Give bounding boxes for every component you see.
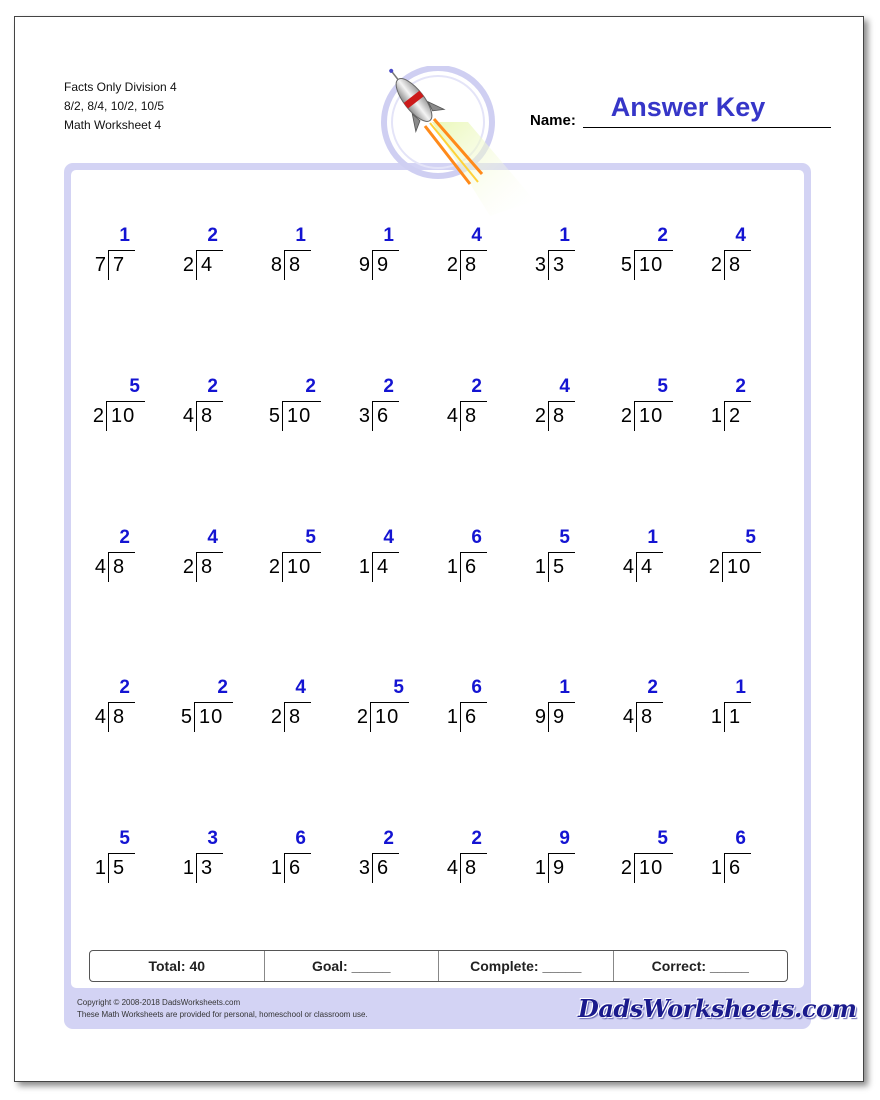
- division-problem: [438, 829, 528, 889]
- divisor: 2: [182, 556, 194, 578]
- dividend: 9: [553, 706, 566, 728]
- quotient-answer: 4: [471, 225, 482, 246]
- divisor: 1: [182, 857, 194, 879]
- dividend: 8: [289, 254, 302, 276]
- divisor: 3: [358, 857, 370, 879]
- dividend: 10: [375, 706, 400, 728]
- division-problem: [262, 226, 352, 286]
- dividend: 6: [289, 857, 302, 879]
- divisor: 1: [710, 405, 722, 427]
- dividend: 9: [553, 857, 566, 879]
- division-problem: [614, 226, 704, 286]
- quotient-answer: 1: [559, 225, 570, 246]
- divisor: 1: [710, 706, 722, 728]
- quotient-answer: 5: [305, 527, 316, 548]
- dividend: 10: [287, 405, 312, 427]
- division-problem: [174, 377, 264, 437]
- quotient-answer: 2: [471, 828, 482, 849]
- worksheet-title: Facts Only Division 4: [64, 80, 177, 94]
- division-problem: [438, 528, 528, 588]
- quotient-answer: 3: [207, 828, 218, 849]
- division-problem: [262, 678, 352, 738]
- copyright-notice: [77, 997, 368, 1021]
- dividend: 4: [201, 254, 214, 276]
- dividend: 1: [729, 706, 742, 728]
- quotient-answer: 2: [383, 376, 394, 397]
- quotient-answer: 1: [383, 225, 394, 246]
- quotient-answer: 5: [559, 527, 570, 548]
- quotient-answer: 1: [647, 527, 658, 548]
- division-problem: [350, 528, 440, 588]
- division-problem: [86, 678, 176, 738]
- division-problem: [86, 528, 176, 588]
- quotient-answer: 2: [647, 677, 658, 698]
- dividend: 10: [639, 857, 664, 879]
- division-problem: [702, 829, 792, 889]
- quotient-answer: 2: [207, 225, 218, 246]
- division-problem: [174, 226, 264, 286]
- quotient-answer: 1: [559, 677, 570, 698]
- dividend: 8: [641, 706, 654, 728]
- dividend: 10: [111, 405, 136, 427]
- dividend: 8: [113, 706, 126, 728]
- dividend: 3: [201, 857, 214, 879]
- divisor: 5: [180, 706, 192, 728]
- quotient-answer: 5: [129, 376, 140, 397]
- division-problem: [526, 528, 616, 588]
- dividend: 4: [377, 556, 390, 578]
- division-problem: [702, 226, 792, 286]
- name-label: Name:: [530, 112, 576, 129]
- correct-label: Correct: _____: [651, 958, 749, 974]
- divisor: 4: [182, 405, 194, 427]
- division-problem: [614, 528, 704, 588]
- quotient-answer: 4: [295, 677, 306, 698]
- total-label: Total: 40: [90, 951, 265, 981]
- division-problem: [262, 377, 352, 437]
- quotient-answer: 4: [207, 527, 218, 548]
- division-problem: [614, 377, 704, 437]
- divisor: 2: [182, 254, 194, 276]
- quotient-answer: 9: [559, 828, 570, 849]
- dividend: 3: [553, 254, 566, 276]
- dividend: 6: [377, 857, 390, 879]
- quotient-answer: 2: [657, 225, 668, 246]
- division-problem: [350, 226, 440, 286]
- quotient-answer: 5: [393, 677, 404, 698]
- usage-line: These Math Worksheets are provided for personal, homeschool or classroom use.: [77, 1010, 368, 1019]
- divisor: 2: [356, 706, 368, 728]
- divisor: 9: [358, 254, 370, 276]
- dividend: 7: [113, 254, 126, 276]
- quotient-answer: 2: [217, 677, 228, 698]
- divisor: 2: [708, 556, 720, 578]
- dividend: 8: [113, 556, 126, 578]
- divisor: 4: [622, 706, 634, 728]
- divisor: 3: [534, 254, 546, 276]
- division-problem: [174, 678, 264, 738]
- dividend: 10: [639, 254, 664, 276]
- rocket-icon: [370, 66, 540, 226]
- brand-logo: DadsWorksheets.com: [578, 994, 857, 1023]
- dividend: 8: [201, 405, 214, 427]
- divisor: 2: [534, 405, 546, 427]
- name-field-line: [583, 127, 831, 128]
- quotient-answer: 4: [383, 527, 394, 548]
- dividend: 8: [465, 254, 478, 276]
- dividend: 6: [465, 556, 478, 578]
- answer-key-label: Answer Key: [610, 92, 766, 122]
- divisor: 2: [620, 405, 632, 427]
- divisor: 5: [268, 405, 280, 427]
- divisor: 3: [358, 405, 370, 427]
- divisor: 2: [268, 556, 280, 578]
- division-problem: [438, 377, 528, 437]
- quotient-answer: 6: [735, 828, 746, 849]
- quotient-answer: 5: [119, 828, 130, 849]
- quotient-answer: 6: [295, 828, 306, 849]
- dividend: 9: [377, 254, 390, 276]
- copyright-line: Copyright © 2008-2018 DadsWorksheets.com: [77, 998, 241, 1007]
- dividend: 4: [641, 556, 654, 578]
- divisor: 7: [94, 254, 106, 276]
- division-problem: [262, 829, 352, 889]
- worksheet-header-info: [64, 78, 177, 135]
- division-problem: [702, 678, 792, 738]
- quotient-answer: 4: [559, 376, 570, 397]
- division-problem: [86, 226, 176, 286]
- divisor: 2: [710, 254, 722, 276]
- division-problem: [526, 226, 616, 286]
- divisor: 4: [622, 556, 634, 578]
- division-problem: [614, 829, 704, 889]
- dividend: 6: [465, 706, 478, 728]
- dividend: 10: [287, 556, 312, 578]
- quotient-answer: 5: [657, 376, 668, 397]
- quotient-answer: 1: [735, 677, 746, 698]
- quotient-answer: 4: [735, 225, 746, 246]
- dividend: 10: [199, 706, 224, 728]
- division-problem: [262, 528, 352, 588]
- quotient-answer: 2: [305, 376, 316, 397]
- quotient-answer: 2: [207, 376, 218, 397]
- division-problem: [526, 678, 616, 738]
- division-problem: [350, 678, 440, 738]
- quotient-answer: 2: [383, 828, 394, 849]
- quotient-answer: 1: [295, 225, 306, 246]
- divisor: 4: [446, 857, 458, 879]
- divisor: 2: [446, 254, 458, 276]
- worksheet-subtitle: 8/2, 8/4, 10/2, 10/5: [64, 99, 165, 113]
- dividend: 8: [465, 405, 478, 427]
- divisor: 1: [446, 556, 458, 578]
- divisor: 2: [620, 857, 632, 879]
- quotient-answer: 2: [119, 677, 130, 698]
- quotient-answer: 5: [745, 527, 756, 548]
- dividend: 10: [639, 405, 664, 427]
- quotient-answer: 1: [119, 225, 130, 246]
- division-problem: [702, 528, 792, 588]
- dividend: 6: [377, 405, 390, 427]
- dividend: 5: [113, 857, 126, 879]
- divisor: 2: [92, 405, 104, 427]
- score-bar: [89, 950, 788, 982]
- divisor: 1: [94, 857, 106, 879]
- goal-label: Goal: _____: [265, 951, 440, 981]
- quotient-answer: 6: [471, 527, 482, 548]
- divisor: 4: [94, 556, 106, 578]
- worksheet-number: Math Worksheet 4: [64, 118, 162, 132]
- quotient-answer: 2: [735, 376, 746, 397]
- division-problem: [526, 829, 616, 889]
- dividend: 8: [465, 857, 478, 879]
- division-problem: [438, 678, 528, 738]
- division-problem: [86, 829, 176, 889]
- division-problem: [614, 678, 704, 738]
- quotient-answer: 2: [119, 527, 130, 548]
- divisor: 9: [534, 706, 546, 728]
- divisor: 1: [446, 706, 458, 728]
- dividend: 10: [727, 556, 752, 578]
- divisor: 2: [270, 706, 282, 728]
- dividend: 8: [201, 556, 214, 578]
- divisor: 1: [534, 556, 546, 578]
- divisor: 4: [94, 706, 106, 728]
- dividend: 8: [729, 254, 742, 276]
- division-problem: [86, 377, 176, 437]
- divisor: 5: [620, 254, 632, 276]
- complete-label: Complete: _____: [439, 951, 614, 981]
- dividend: 8: [553, 405, 566, 427]
- divisor: 1: [270, 857, 282, 879]
- division-problem: [350, 377, 440, 437]
- dividend: 8: [289, 706, 302, 728]
- division-problem: [174, 829, 264, 889]
- division-problem: [526, 377, 616, 437]
- dividend: 6: [729, 857, 742, 879]
- division-problem: [702, 377, 792, 437]
- quotient-answer: 5: [657, 828, 668, 849]
- dividend: 2: [729, 405, 742, 427]
- divisor: 1: [534, 857, 546, 879]
- dividend: 5: [553, 556, 566, 578]
- division-problem: [174, 528, 264, 588]
- divisor: 1: [710, 857, 722, 879]
- division-problem: [350, 829, 440, 889]
- divisor: 4: [446, 405, 458, 427]
- quotient-answer: 2: [471, 376, 482, 397]
- divisor: 8: [270, 254, 282, 276]
- divisor: 1: [358, 556, 370, 578]
- division-problem: [438, 226, 528, 286]
- quotient-answer: 6: [471, 677, 482, 698]
